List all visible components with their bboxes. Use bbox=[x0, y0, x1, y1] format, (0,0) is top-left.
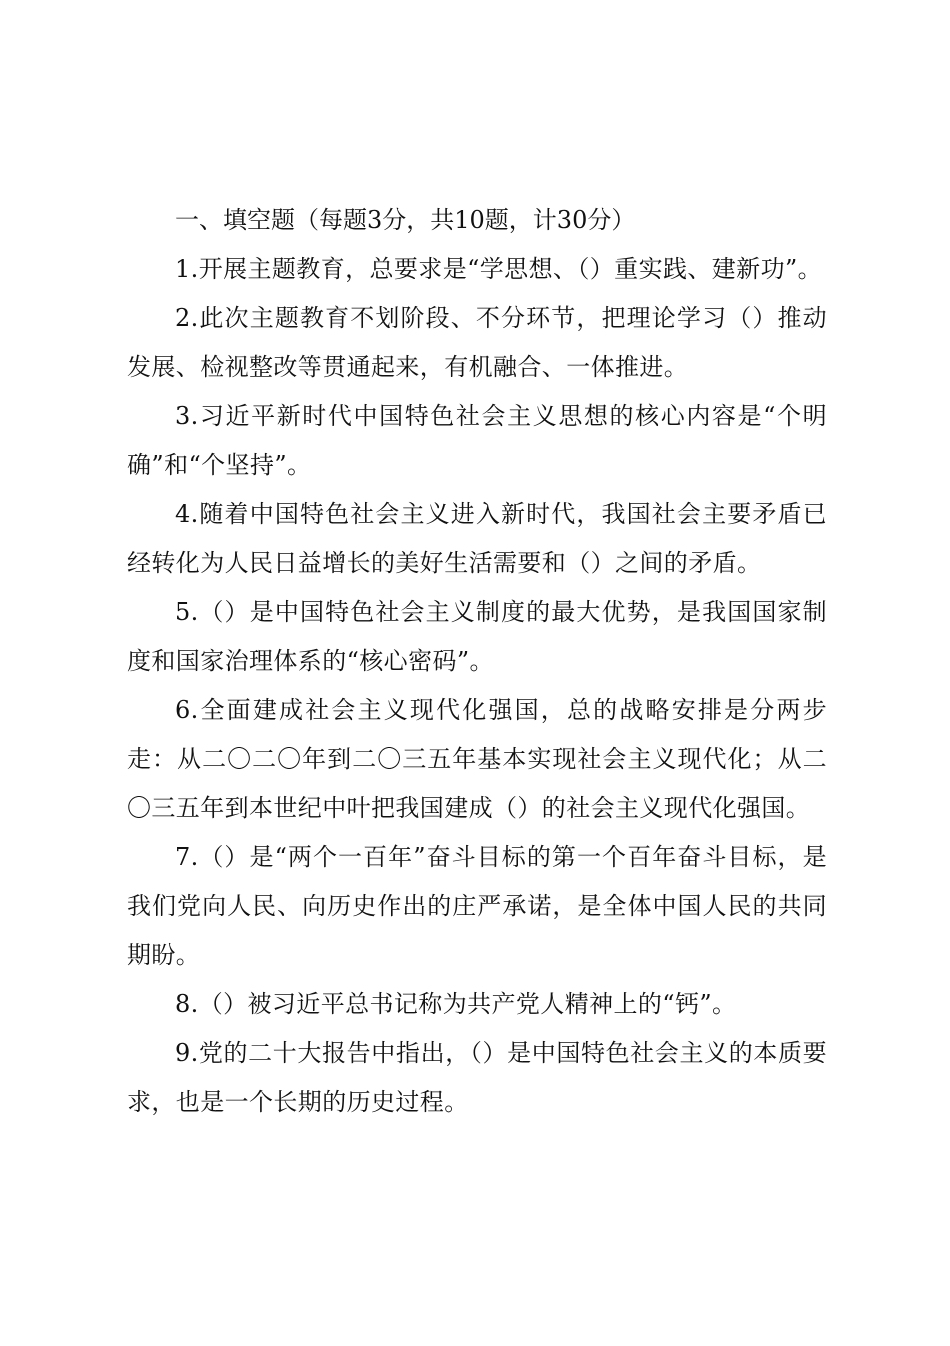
question-3: 3.习近平新时代中国特色社会主义思想的核心内容是“个明确”和“个坚持”。 bbox=[127, 402, 827, 479]
document-body bbox=[127, 196, 827, 1127]
question-6: 6.全面建成社会主义现代化强国，总的战略安排是分两步走：从二〇二〇年到二〇三五年基本实现社会主义现代化；从二〇三五年到本世纪中叶把我国建成（）的社会主义现代化强国。 bbox=[127, 696, 827, 822]
question-2: 2.此次主题教育不划阶段、不分环节，把理论学习（）推动发展、检视整改等贯通起来，有机融合、一体推进。 bbox=[127, 304, 827, 381]
section-title: 一、填空题（每题3分，共10题，计30分） bbox=[175, 206, 636, 234]
question-5: 5.（）是中国特色社会主义制度的最大优势，是我国国家制度和国家治理体系的“核心密码”。 bbox=[127, 598, 827, 675]
question-8: 8.（）被习近平总书记称为共产党人精神上的“钙”。 bbox=[175, 990, 737, 1018]
question-7: 7.（）是“两个一百年”奋斗目标的第一个百年奋斗目标，是我们党向人民、向历史作出的庄严承诺，是全体中国人民的共同期盼。 bbox=[127, 843, 827, 969]
question-9: 9.党的二十大报告中指出，（）是中国特色社会主义的本质要求，也是一个长期的历史过程。 bbox=[127, 1039, 827, 1116]
question-4: 4.随着中国特色社会主义进入新时代，我国社会主要矛盾已经转化为人民日益增长的美好生活需要和（）之间的矛盾。 bbox=[127, 500, 827, 577]
question-1: 1.开展主题教育，总要求是“学思想、（）重实践、建新功”。 bbox=[175, 255, 823, 283]
